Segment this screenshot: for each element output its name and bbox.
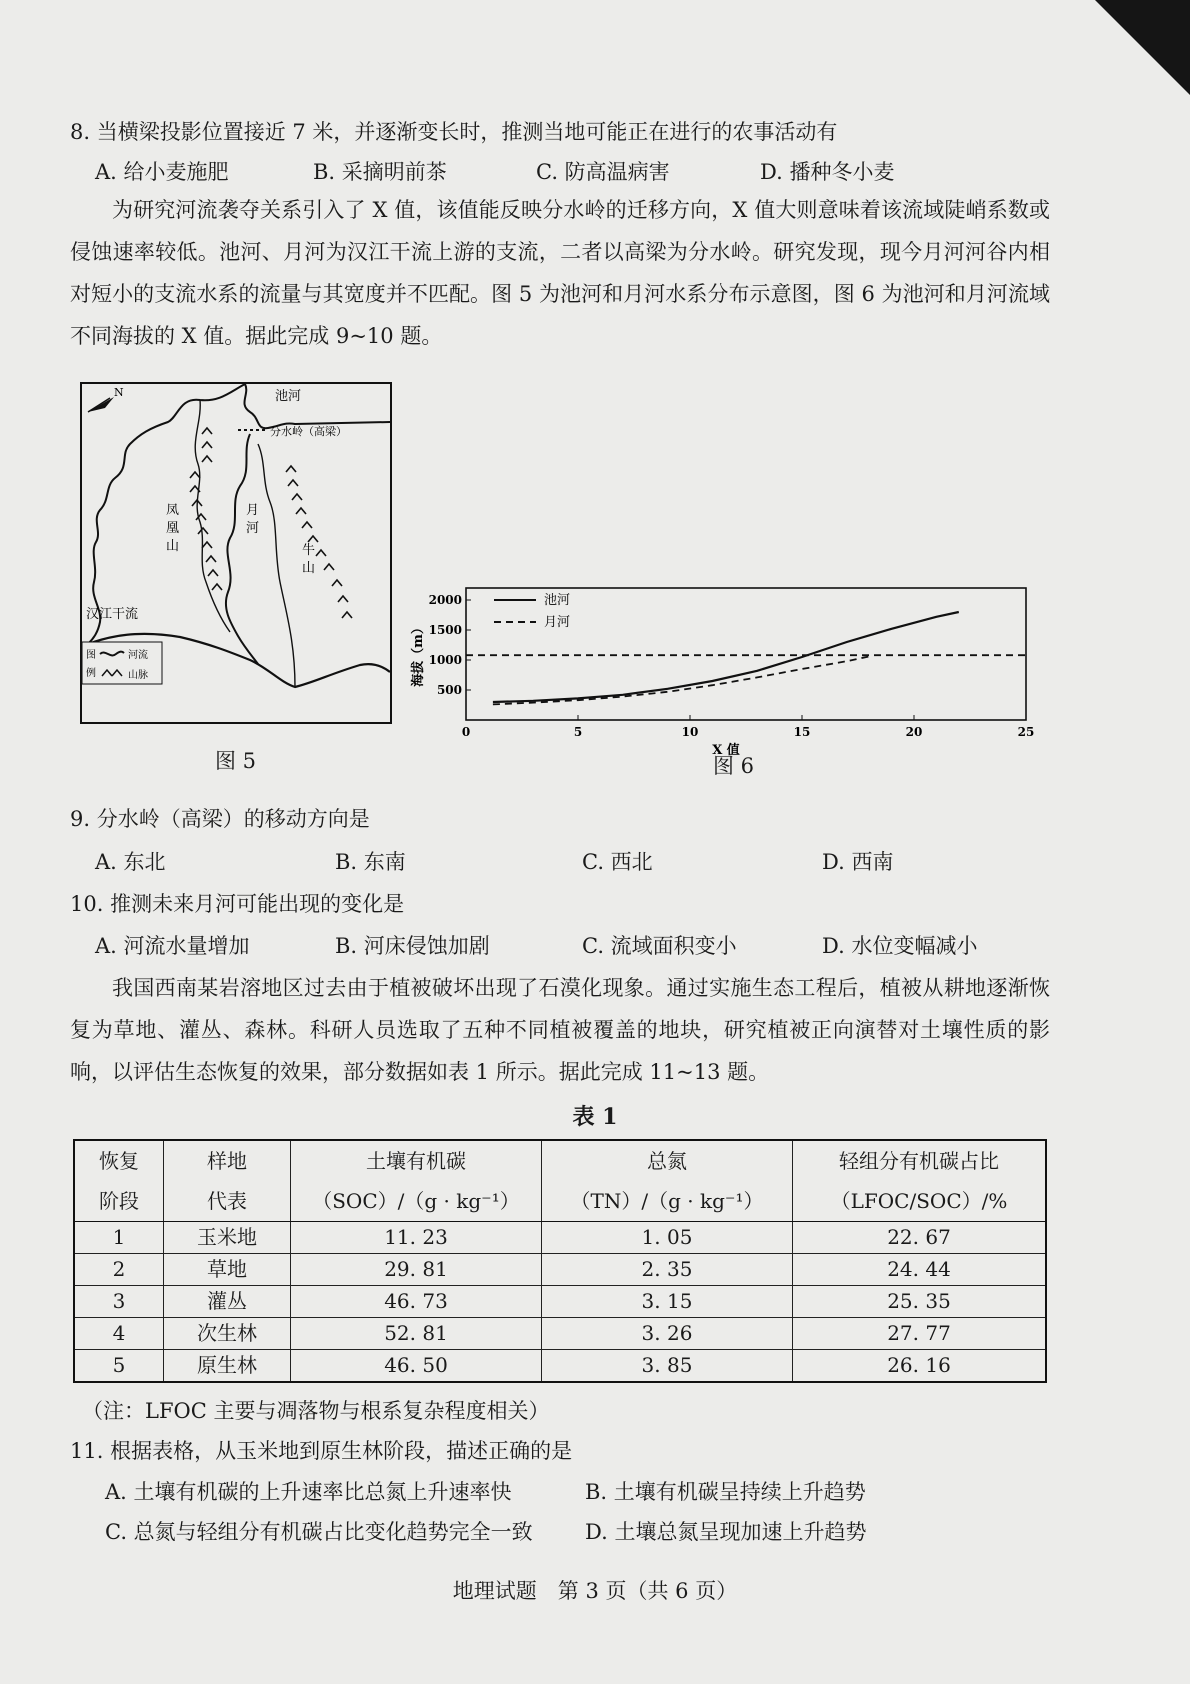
table-row [74,1286,1046,1318]
legend-label-2: 月河 [544,615,571,630]
table-cell: 25. 35 [793,1286,1047,1318]
table-header: 总氮 [542,1140,793,1181]
table-cell: 22. 67 [793,1222,1047,1254]
hanjiang-label: 汉江干流 [86,607,139,622]
q11-stem: 11. 根据表格，从玉米地到原生林阶段，描述正确的是 [70,1439,573,1463]
page-footer: 地理试题 第 3 页（共 6 页） [452,1579,738,1603]
table-cell: 原生林 [164,1350,291,1383]
q9-stem: 9. 分水岭（高梁）的移动方向是 [70,807,370,831]
table-header: 恢复 [74,1140,164,1181]
table-cell: 次生林 [164,1318,291,1350]
series-line-2 [493,656,869,704]
y-axis-label: 海拔（m） [411,621,426,687]
table-cell: 46. 50 [291,1350,542,1383]
figure-6-chart [408,582,1038,762]
table-header: 土壤有机碳 [291,1140,542,1181]
table-cell: 灌丛 [164,1286,291,1318]
table-cell: 27. 77 [793,1318,1047,1350]
q8-option-d: D. 播种冬小麦 [760,160,895,184]
table-row [74,1222,1046,1254]
table-header: （LFOC/SOC）/% [793,1181,1047,1222]
x-tick-label: 5 [573,725,583,739]
table-header: 代表 [164,1181,291,1222]
q10-option-a: A. 河流水量增加 [95,934,250,958]
legend-label-1: 池河 [544,593,571,608]
y-tick-label: 500 [436,683,462,697]
table-cell: 4 [74,1318,164,1350]
yuehe-label: 月河 [246,503,260,536]
north-arrow-icon [88,386,124,412]
q11-option-c: C. 总氮与轻组分有机碳占比变化趋势完全一致 [105,1520,533,1544]
table-cell: 1. 05 [542,1222,793,1254]
q9-option-b: B. 东南 [335,850,406,874]
y-tick-label: 1000 [428,653,462,667]
q9-option-d: D. 西南 [822,850,894,874]
q10-option-d: D. 水位变幅减小 [822,934,978,958]
niushan-label: 牛山 [302,543,316,576]
table-cell: 52. 81 [291,1318,542,1350]
table-cell: 3. 85 [542,1350,793,1383]
table-row [74,1254,1046,1286]
svg-text:山脉: 山脉 [128,670,148,681]
table-cell: 24. 44 [793,1254,1047,1286]
passage-river-capture: 为研究河流袭夺关系引入了 X 值，该值能反映分水岭的迁移方向，X 值大则意味着该流域陡峭系数或侵蚀速率较低。池河、月河为汉江干流上游的支流，二者以高梁为分水岭。研究发现，现今月河河谷内相对短小的支流水系的流量与其宽度并不匹配。图 5 为池河和月河水系分布示意图，图 6 为池河和月河流域不同海拔的 X 值。据此完成 9~10 题。 [70,198,1050,348]
table-cell: 11. 23 [291,1222,542,1254]
table-cell: 26. 16 [793,1350,1047,1383]
table-1-title: 表 1 [572,1104,618,1130]
chihe-label: 池河 [275,389,302,404]
x-tick-label: 25 [1017,725,1035,739]
table-row [74,1350,1046,1383]
table-1 [73,1139,1047,1383]
svg-text:河流: 河流 [128,650,148,661]
table-cell: 3. 15 [542,1286,793,1318]
q10-option-c: C. 流域面积变小 [582,934,737,958]
table-cell: 玉米地 [164,1222,291,1254]
table-cell: 1 [74,1222,164,1254]
divide-label: 分水岭（高梁） [270,425,347,438]
table-cell: 草地 [164,1254,291,1286]
svg-text:图例: 图例 [86,650,96,679]
table-cell: 46. 73 [291,1286,542,1318]
table-cell: 3. 26 [542,1318,793,1350]
q8-option-b: B. 采摘明前茶 [313,160,447,184]
q9-option-c: C. 西北 [582,850,653,874]
q11-option-a: A. 土壤有机碳的上升速率比总氮上升速率快 [105,1480,512,1504]
table-note: （注：LFOC 主要与凋落物与根系复杂程度相关） [82,1399,550,1423]
q11-option-d: D. 土壤总氮呈现加速上升趋势 [585,1520,867,1544]
map-legend [82,642,162,684]
passage-karst-restoration: 我国西南某岩溶地区过去由于植被破坏出现了石漠化现象。通过实施生态工程后，植被从耕地逐渐恢复为草地、灌丛、森林。科研人员选取了五种不同植被覆盖的地块，研究植被正向演替对土壤性质的影响，以评估生态恢复的效果，部分数据如表 1 所示。据此完成 11~13 题。 [70,976,1050,1084]
q8-option-c: C. 防高温病害 [536,160,670,184]
figure-5-caption: 图 5 [215,749,257,773]
table-header: （TN）/（g · kg⁻¹） [542,1181,793,1222]
x-tick-label: 20 [905,725,923,739]
table-cell: 2 [74,1254,164,1286]
table-cell: 2. 35 [542,1254,793,1286]
fenghuang-label: 凤凰山 [166,503,180,554]
table-header: 阶段 [74,1181,164,1222]
table-cell: 5 [74,1350,164,1383]
q11-option-b: B. 土壤有机碳呈持续上升趋势 [585,1480,866,1504]
scan-corner-shadow [1095,0,1190,95]
figure-6-caption: 图 6 [713,754,755,778]
table-cell: 3 [74,1286,164,1318]
figure-5-river-map [80,382,392,724]
q8-option-a: A. 给小麦施肥 [95,160,229,184]
q10-option-b: B. 河床侵蚀加剧 [335,934,490,958]
table-header: 样地 [164,1140,291,1181]
y-tick-label: 2000 [428,593,462,607]
svg-text:N: N [114,386,124,399]
y-tick-label: 1500 [428,623,462,637]
x-axis-label: X 值 [712,743,740,758]
x-tick-label: 10 [681,725,699,739]
table-row [74,1318,1046,1350]
q8-stem: 8. 当横梁投影位置接近 7 米，并逐渐变长时，推测当地可能正在进行的农事活动有 [70,120,838,144]
x-tick-label: 0 [461,725,471,739]
q9-option-a: A. 东北 [95,850,166,874]
table-header: 轻组分有机碳占比 [793,1140,1047,1181]
q10-stem: 10. 推测未来月河可能出现的变化是 [70,892,405,916]
table-cell: 29. 81 [291,1254,542,1286]
niushan-mountain-symbols [286,466,352,618]
x-tick-label: 15 [793,725,811,739]
table-header: （SOC）/（g · kg⁻¹） [291,1181,542,1222]
